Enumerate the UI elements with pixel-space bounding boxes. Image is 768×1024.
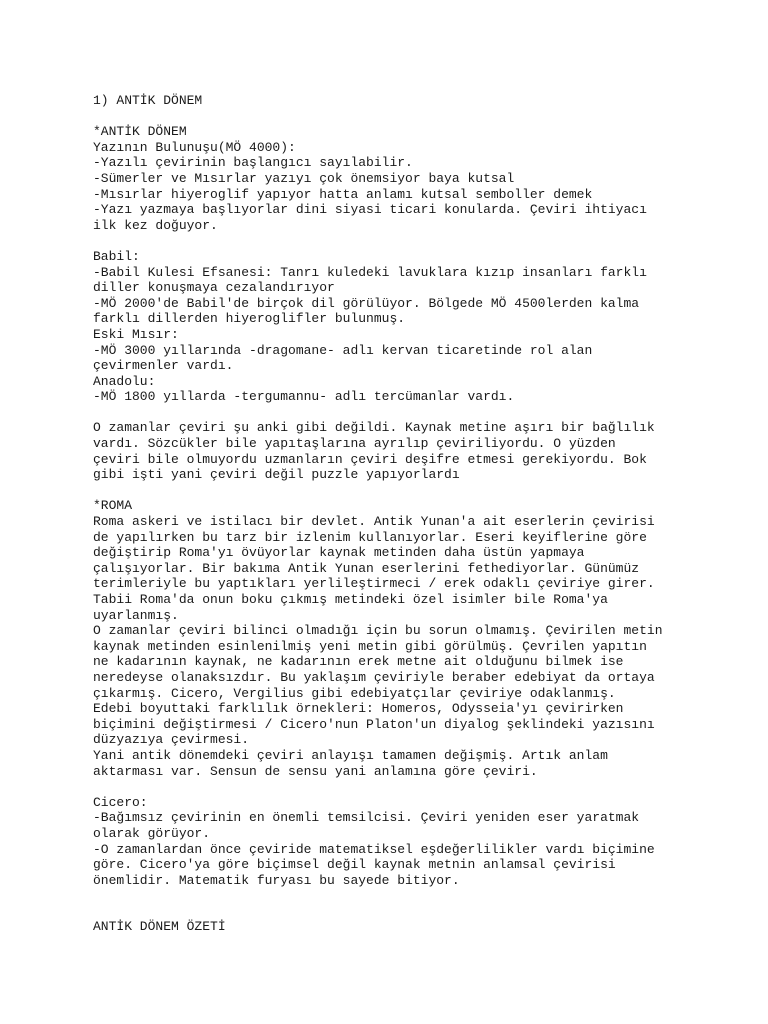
spacer: [93, 483, 733, 499]
text-line: terimleriyle bu yaptıkları yerlileştirmeci / erek odaklı çeviriye girer.: [93, 576, 655, 592]
text-line: -Sümerler ve Mısırlar yazıyı çok önemsiyor baya kutsal: [93, 170, 515, 186]
text-line: gibi işti yani çeviri değil puzzle yapıyorlardı: [93, 467, 460, 483]
footer-heading: ANTİK DÖNEM ÖZETİ: [93, 919, 226, 935]
text-line: Edebi boyuttaki farklılık örnekleri: Homeros, Odysseia'yı çevirirken: [93, 701, 624, 717]
text-line: -Bağımsız çevirinin en önemli temsilcisi. Çeviri yeniden eser yaratmak: [93, 810, 640, 826]
text-line: çıkarmış. Cicero, Vergilius gibi edebiyatçılar çeviriye odaklanmış.: [93, 685, 616, 701]
text-line: uyarlanmış.: [93, 607, 179, 623]
text-line: kaynak metinden esinlenilmiş yeni metin gibi görülmüş. Çevrilen yapıtın: [93, 638, 647, 654]
section-antik-donem: [93, 124, 733, 233]
text-line: -MÖ 1800 yıllarda -tergumannu- adlı tercümanlar vardı.: [93, 389, 515, 405]
text-line: çevirmenler vardı.: [93, 358, 234, 374]
document-page: [93, 93, 733, 935]
text-line: çalışıyorlar. Bir bakıma Antik Yunan eserlerini fethediyorlar. Günümüz: [93, 560, 640, 576]
section-title: *ROMA: [93, 498, 133, 514]
text-line: -O zamanlardan önce çeviride matematiksel eşdeğerlilikler vardı biçimine: [93, 841, 655, 857]
text-line: ne kadarının kaynak, ne kadarının erek metne ait olduğunu bilmek ise: [93, 654, 624, 670]
section-title: Cicero:: [93, 794, 148, 810]
text-line: -MÖ 2000'de Babil'de birçok dil görülüyor. Bölgede MÖ 4500lerden kalma: [93, 295, 640, 311]
section-babil: [93, 249, 733, 405]
text-line: -Yazı yazmaya başlıyorlar dini siyasi ticari konularda. Çeviri ihtiyacı: [93, 202, 647, 218]
text-line: -Babil Kulesi Efsanesi: Tanrı kuledeki lavuklara kızıp insanları farklı: [93, 264, 647, 280]
text-line: Yazının Bulunuşu(MÖ 4000):: [93, 139, 296, 155]
text-line: farklı dillerden hiyeroglifler bulunmuş.: [93, 311, 406, 327]
text-line: biçimini değiştirmesi / Cicero'nun Platon'un diyalog şeklindeki yazısını: [93, 716, 655, 732]
text-line: düzyazıya çevirmesi.: [93, 732, 250, 748]
text-line: çeviri bile olmuyordu uzmanların çeviri deşifre etmesi gerekiyordu. Bok: [93, 451, 647, 467]
section-cicero: [93, 795, 733, 889]
section-title: Anadolu:: [93, 373, 156, 389]
text-line: önemlidir. Matematik furyası bu sayede bitiyor.: [93, 872, 460, 888]
text-line: olarak görüyor.: [93, 825, 211, 841]
text-line: neredeyse olanaksızdır. Bu yaklaşım çeviriyle beraber edebiyat da ortaya: [93, 669, 655, 685]
text-line: -Yazılı çevirinin başlangıcı sayılabilir.: [93, 155, 413, 171]
text-line: de yapılırken bu tarz bir izlenim kullanıyorlar. Eseri keyiflerine göre: [93, 529, 647, 545]
text-line: Tabii Roma'da onun boku çıkmış metindeki özel isimler bile Roma'ya: [93, 592, 608, 607]
spacer: [93, 233, 733, 249]
text-line: Yani antik dönemdeki çeviri anlayışı tamamen değişmiş. Artık anlam: [93, 747, 608, 763]
section-title: Babil:: [93, 248, 140, 264]
text-line: -MÖ 3000 yıllarında -dragomane- adlı kervan ticaretinde rol alan: [93, 342, 593, 358]
text-line: ilk kez doğuyor.: [93, 217, 218, 233]
spacer: [93, 888, 733, 919]
text-line: değiştirip Roma'yı övüyorlar kaynak metinden daha üstün yapmaya: [93, 545, 585, 561]
spacer: [93, 405, 733, 421]
text-line: O zamanlar çeviri şu anki gibi değildi. Kaynak metine aşırı bir bağlılık: [93, 420, 655, 436]
text-line: aktarması var. Sensun de sensu yani anlamına göre çeviri.: [93, 763, 538, 779]
paragraph-summary: [93, 420, 733, 482]
spacer: [93, 779, 733, 795]
text-line: göre. Cicero'ya göre biçimsel değil kaynak metnin anlamsal çevirisi: [93, 857, 616, 873]
section-title: Eski Mısır:: [93, 326, 179, 342]
text-line: -Mısırlar hiyeroglif yapıyor hatta anlamı kutsal semboller demek: [93, 186, 593, 202]
spacer: [93, 109, 733, 125]
text-line: diller konuşmaya cezalandırıyor: [93, 280, 335, 296]
section-title: *ANTİK DÖNEM: [93, 124, 187, 140]
document-heading: 1) ANTİK DÖNEM: [93, 93, 203, 108]
text-line: O zamanlar çeviri bilinci olmadığı için bu sorun olmamış. Çevirilen metin: [93, 623, 663, 639]
text-line: Roma askeri ve istilacı bir devlet. Antik Yunan'a ait eserlerin çevirisi: [93, 514, 655, 530]
text-line: vardı. Sözcükler bile yapıtaşlarına ayrılıp çeviriliyordu. O yüzden: [93, 436, 616, 452]
section-roma: [93, 498, 733, 779]
